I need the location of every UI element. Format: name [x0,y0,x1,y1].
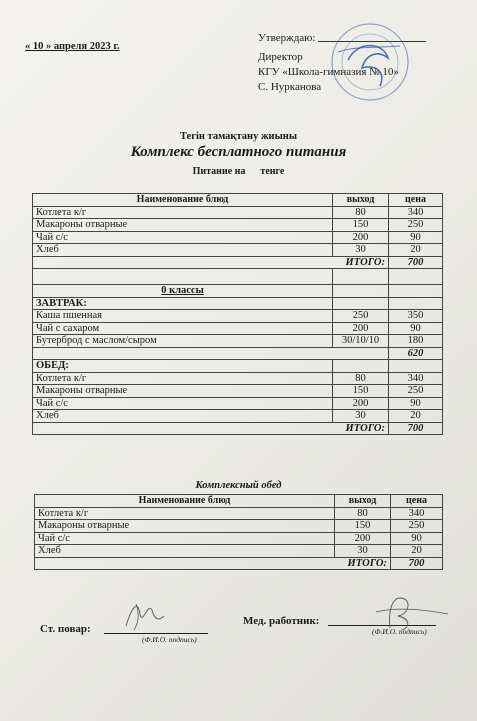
table-row [33,397,443,410]
approve-name: С. Нурканова [258,81,322,93]
dish-name: Макароны отварные [35,520,335,533]
table-row [33,310,443,323]
table-row [33,372,443,385]
dish-name: Макароны отварные [33,385,333,398]
dish-name: Макароны отварные [33,219,333,232]
dish-yield: 150 [335,520,391,533]
nurse-label: Мед. работник: [243,615,320,627]
dish-price: 250 [389,385,443,398]
breakfast-total-row [33,347,443,360]
title-sub: Питание на тенге [192,166,285,177]
document-date: « 10 » апреля 2023 г. [25,41,120,52]
dish-yield: 150 [333,219,389,232]
cook-label: Ст. повар: [40,623,91,635]
dish-yield: 200 [333,231,389,244]
title-kazakh: Тегін тамақтану жиыны [179,131,298,142]
header-price: цена [389,194,443,207]
dish-yield: 200 [335,532,391,545]
cook-signature [118,596,168,636]
dish-yield: 30/10/10 [333,335,389,348]
table-row [35,507,443,520]
total-label: ИТОГО: [33,256,389,269]
approve-organization: КГУ «Школа-гимназия № 10» [258,66,399,78]
dish-yield: 200 [333,322,389,335]
header-dish: Наименование блюд [35,495,335,508]
table-header-row [33,194,443,207]
table-row [33,322,443,335]
dish-name: Котлета к/г [33,372,333,385]
approve-label: Утверждаю: [258,32,316,44]
dish-price: 250 [389,219,443,232]
table-row [33,410,443,423]
dish-price: 20 [389,244,443,257]
dish-yield: 30 [335,545,391,558]
total-row [35,557,443,570]
total-value: 700 [391,557,443,570]
table-row [33,385,443,398]
breakfast-heading-row [33,297,443,310]
total-value: 700 [389,256,443,269]
dish-name: Хлеб [33,244,333,257]
header-price: цена [391,495,443,508]
dish-price: 350 [389,310,443,323]
dish-price: 340 [389,372,443,385]
dish-name: Каша пшенная [33,310,333,323]
dish-name: Хлеб [33,410,333,423]
dish-yield: 250 [333,310,389,323]
lunch-label: ОБЕД: [33,360,333,373]
dish-name: Котлета к/г [33,206,333,219]
dish-name: Чай с/с [35,532,335,545]
approve-position: Директор [258,51,303,63]
class-heading: 0 классы [33,285,333,298]
breakfast-label: ЗАВТРАК: [33,297,333,310]
table-row [33,219,443,232]
complex-lunch-title: Комплексный обед [195,480,282,491]
dish-yield: 80 [333,372,389,385]
dish-price: 20 [391,545,443,558]
dish-yield: 200 [333,397,389,410]
header-yield: выход [333,194,389,207]
dish-yield: 80 [335,507,391,520]
menu-table-free-meals [32,193,443,435]
dish-yield: 30 [333,410,389,423]
dish-price: 180 [389,335,443,348]
dish-price: 340 [391,507,443,520]
lunch-total-row [33,422,443,435]
total-row [33,256,443,269]
menu-table-complex-lunch [34,494,443,570]
header-yield: выход [335,495,391,508]
dish-price: 90 [389,397,443,410]
lunch-total-label: ИТОГО: [33,422,389,435]
dish-price: 90 [391,532,443,545]
dish-yield: 80 [333,206,389,219]
nurse-caption: (Ф.И.О. подпись) [372,627,427,636]
dish-name: Бутерброд с маслом/сыром [33,335,333,348]
nurse-signature [372,592,452,634]
breakfast-total-value: 620 [389,347,443,360]
lunch-heading-row [33,360,443,373]
title-main: Комплекс бесплатного питания [130,144,347,160]
table-row [33,231,443,244]
dish-price: 250 [391,520,443,533]
dish-name: Котлета к/г [35,507,335,520]
cook-caption: (Ф.И.О. подпись) [142,635,197,644]
header-dish: Наименование блюд [33,194,333,207]
dish-price: 90 [389,322,443,335]
dish-price: 340 [389,206,443,219]
lunch-total-value: 700 [389,422,443,435]
table-row [35,520,443,533]
dish-name: Хлеб [35,545,335,558]
dish-price: 90 [389,231,443,244]
table-row [33,335,443,348]
dish-name: Чай с сахаром [33,322,333,335]
table-header-row [35,495,443,508]
dish-price: 20 [389,410,443,423]
spacer-row [33,269,443,285]
class-heading-row [33,285,443,298]
table-row [35,532,443,545]
school-stamp-seal [328,20,412,104]
dish-name: Чай с/с [33,231,333,244]
dish-yield: 30 [333,244,389,257]
total-label: ИТОГО: [35,557,391,570]
table-row [33,206,443,219]
dish-name: Чай с/с [33,397,333,410]
table-row [35,545,443,558]
dish-yield: 150 [333,385,389,398]
table-row [33,244,443,257]
